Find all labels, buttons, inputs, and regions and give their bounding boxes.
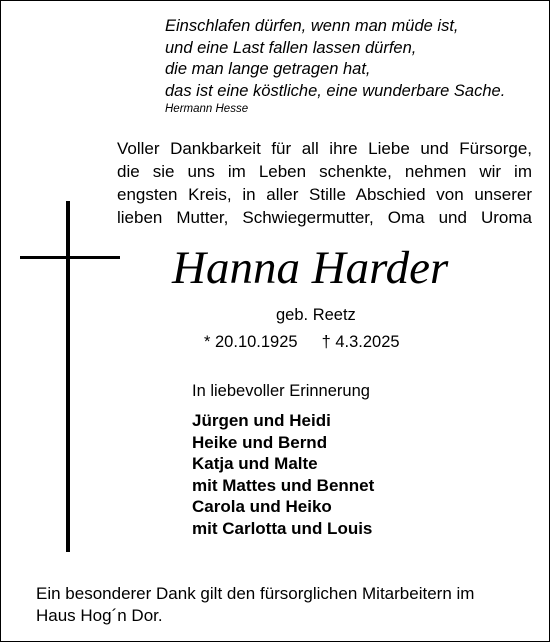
mourner-entry: Carola und Heiko	[192, 497, 332, 516]
born-name: geb. Reetz	[276, 306, 356, 324]
cross-bar	[20, 256, 120, 259]
poem-line: das ist eine köstliche, eine wunderbare Sache.	[165, 81, 506, 100]
mourner-entry: mit Mattes und Bennet	[192, 475, 375, 495]
intro-line: lieben Mutter, Schwiegermutter, Oma und Uroma	[117, 208, 532, 227]
mourners-list	[192, 410, 374, 539]
poem	[165, 16, 505, 116]
mourner-entry: Heike und Bernd	[192, 432, 328, 452]
thanks-line: Haus Hog´n Dor.	[36, 606, 163, 625]
mourner-entry: Katja und Malte	[192, 454, 318, 473]
deceased-name: Hanna Harder	[172, 242, 449, 294]
intro-line: die sie uns im Leben schenkte, nehmen wir im	[117, 162, 532, 181]
life-dates	[204, 332, 400, 352]
poem-author: Hermann Hesse	[165, 103, 249, 115]
memory-line: In liebevoller Erinnerung	[192, 382, 370, 400]
intro-line: engsten Kreis, in aller Stille Abschied von unserer	[117, 185, 532, 204]
poem-line: und eine Last fallen lassen dürfen,	[165, 38, 417, 57]
poem-line: Einschlafen dürfen, wenn man müde ist,	[165, 17, 459, 35]
thanks-text	[36, 583, 474, 627]
mourner-entry: Jürgen und Heidi	[192, 411, 331, 430]
mourner-entry: mit Carlotta und Louis	[192, 518, 373, 538]
poem-line: die man lange getragen hat,	[165, 60, 371, 78]
thanks-line: Ein besonderer Dank gilt den fürsorglichen Mitarbeitern im	[36, 584, 475, 603]
intro-text	[117, 137, 532, 229]
cross-icon	[66, 201, 70, 552]
birth-date: * 20.10.1925	[204, 333, 298, 351]
intro-line: Voller Dankbarkeit für all ihre Liebe und Fürsorge,	[117, 139, 532, 158]
death-date: † 4.3.2025	[321, 333, 400, 351]
